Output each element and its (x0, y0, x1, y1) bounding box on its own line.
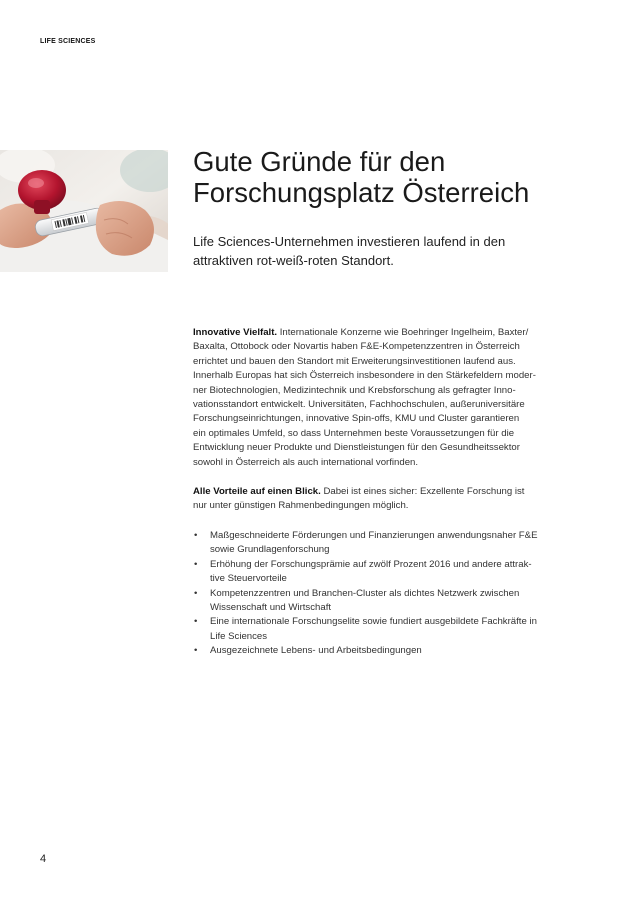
advantages-list (193, 529, 593, 659)
page-title-line: Gute Gründe für den (193, 146, 446, 177)
page-title (193, 146, 613, 208)
paragraph-innovative-vielfalt (193, 326, 593, 470)
paragraph-line: vationsstandort entwickelt. Universitäten, Fachhochschulen, außeruniversitäre (193, 399, 525, 411)
list-item (193, 529, 593, 558)
list-item-line: Maßgeschneiderte Förderungen und Finanzierungen anwendungsnaher F&E (210, 529, 538, 541)
list-item (193, 558, 593, 587)
paragraph-line-text: Dabei ist eines sicher: Exzellente Forschung ist (320, 486, 525, 498)
section-label: LIFE SCIENCES (40, 38, 96, 45)
paragraph-alle-vorteile (193, 485, 593, 514)
paragraph-line: sowohl in Österreich als auch international vorfinden. (193, 456, 419, 468)
list-item-line: Erhöhung der Forschungsprämie auf zwölf Prozent 2016 und andere attrak- (210, 558, 532, 570)
bullet-icon: • (194, 587, 198, 599)
paragraph-line: Innerhalb Europas hat sich Österreich insbesondere in den Stärkefeldern moder- (193, 370, 536, 382)
paragraph-line (193, 326, 593, 340)
list-item-line: Wissenschaft und Wirtschaft (210, 601, 332, 613)
paragraph-line: Baxalta, Ottobock oder Novartis haben F&E-Kompetenzzentren in Österreich (193, 341, 520, 353)
list-item-line: Kompetenzzentren und Branchen-Cluster als dichtes Netzwerk zwischen (210, 587, 520, 599)
paragraph-line: Forschungseinrichtungen, innovative Spin-offs, KMU und Cluster garantieren (193, 413, 520, 425)
paragraph-line: ein optimales Umfeld, so dass Unternehmen beste Voraussetzungen für die (193, 427, 515, 439)
paragraph-line: errichtet und bauen den Standort mit Erweiterungsinvestitionen laufend aus. (193, 355, 516, 367)
page-title-line: Forschungsplatz Österreich (193, 177, 530, 208)
paragraph-line: Entwicklung neuer Produkte und Dienstleistungen für den Gesundheitssektor (193, 442, 520, 454)
paragraph-lead: Alle Vorteile auf einen Blick. (193, 486, 321, 498)
paragraph-line: nur unter günstigen Rahmenbedingungen möglich. (193, 500, 409, 512)
list-item (193, 644, 593, 658)
bullet-icon: • (194, 616, 198, 628)
list-item-line: sowie Grundlagenforschung (210, 544, 330, 556)
body-text (193, 326, 593, 659)
list-item-line: Eine internationale Forschungselite sowie fundiert ausgebildete Fachkräfte in (210, 616, 537, 628)
paragraph-line: ner Biotechnologien, Medizintechnik und Krebsforschung als gefragter Inno- (193, 384, 516, 396)
paragraph-line-text: Internationale Konzerne wie Boehringer Ingelheim, Baxter/ (277, 327, 529, 338)
page-subtitle (193, 232, 593, 270)
list-item (193, 615, 593, 644)
page-subtitle-line: Life Sciences-Unternehmen investieren laufend in den (193, 234, 506, 249)
paragraph-lead: Innovative Vielfalt. (193, 327, 278, 338)
bullet-icon: • (194, 645, 198, 657)
list-item (193, 587, 593, 616)
list-item-line: Ausgezeichnete Lebens- und Arbeitsbedingungen (210, 645, 422, 657)
bullet-icon: • (194, 529, 198, 541)
page-subtitle-line: attraktiven rot-weiß-roten Standort. (193, 253, 394, 268)
list-item-line: Life Sciences (210, 630, 268, 642)
lab-photo (0, 150, 168, 272)
list-item-line: tive Steuervorteile (210, 573, 287, 585)
page-number: 4 (40, 853, 47, 865)
bullet-icon: • (194, 558, 198, 570)
paragraph-line (193, 485, 593, 499)
